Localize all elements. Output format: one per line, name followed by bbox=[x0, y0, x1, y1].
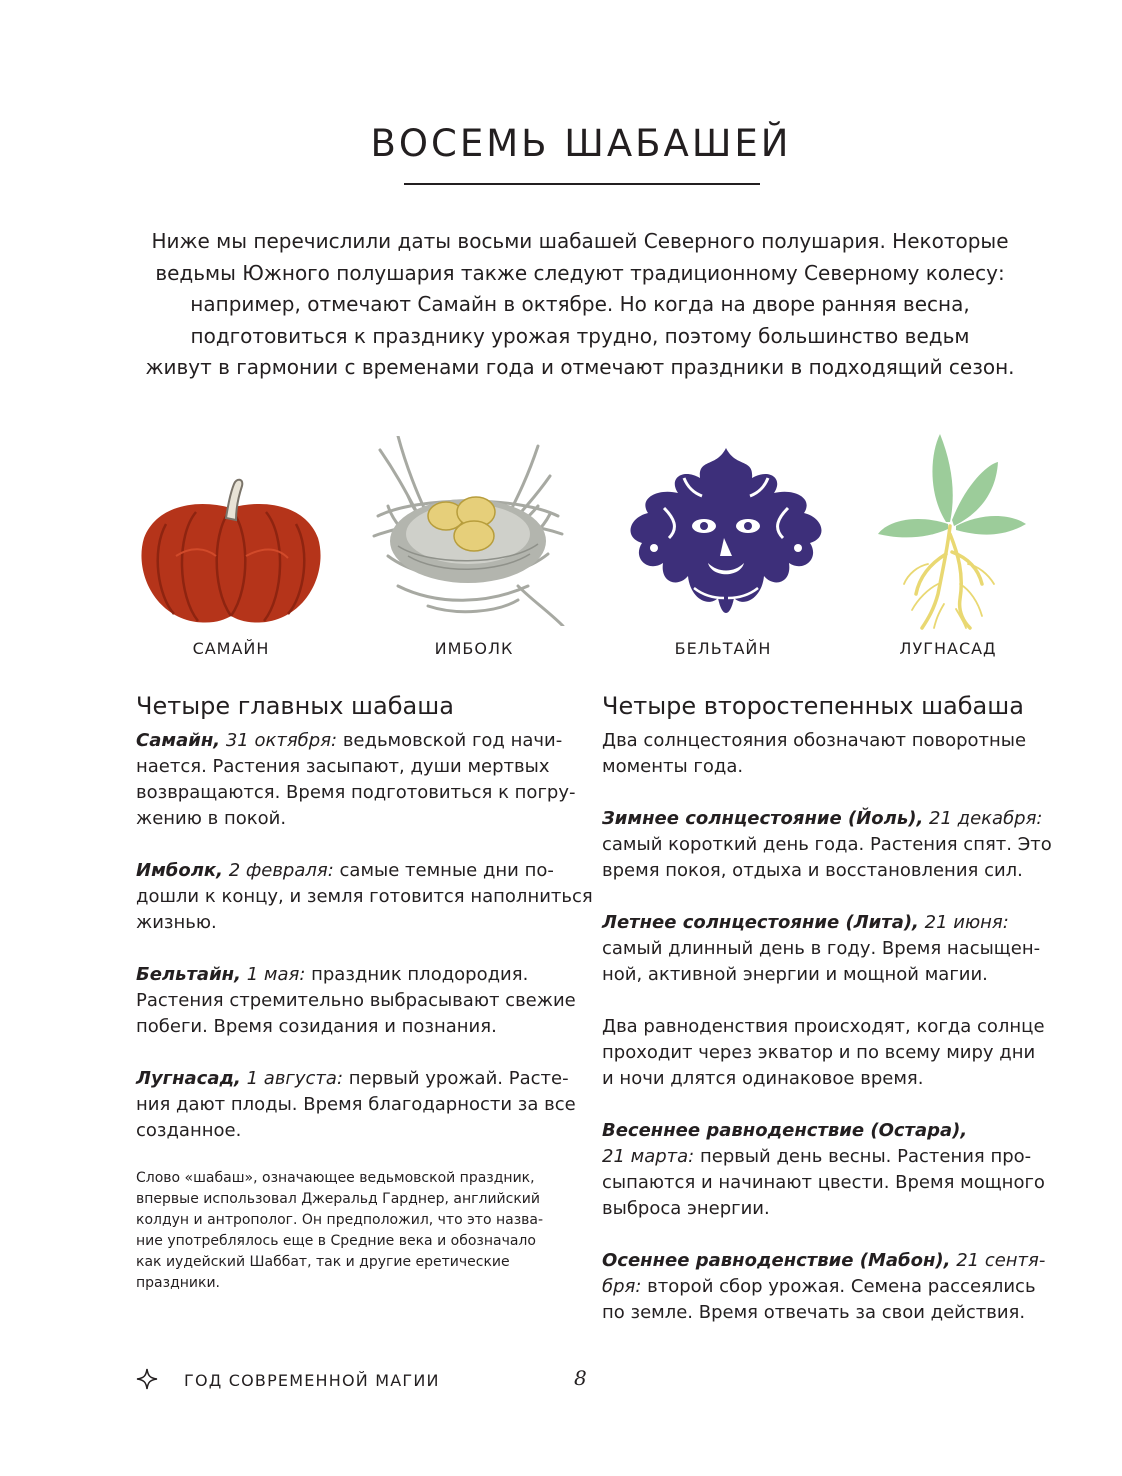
equinox-intro: Два равноденствия происходят, когда солнце проходит через экватор и по всему миру дни и ночи длятся одинаковое время. bbox=[602, 1016, 1045, 1089]
intro-line: например, отмечают Самайн в октябре. Но когда на дворе ранняя весна, bbox=[190, 292, 970, 316]
major-sabbats-column bbox=[136, 690, 593, 1320]
sabbat-entry-beltane: Бельтайн, 1 мая: праздник плодородия. Растения стремительно выбрасывают свежие побеги. Время созидания и познания. bbox=[136, 964, 576, 1037]
sabbat-entry-yule: Зимнее солнцестояние (Йоль), 21 декабря: самый короткий день года. Растения спят. Это время покоя, отдыха и восстановления сил. bbox=[602, 808, 1052, 881]
book-title: ГОД СОВРЕМЕННОЙ МАГИИ bbox=[184, 1371, 440, 1390]
sabbat-word-note: Слово «шабаш», означающее ведьмовской праздник, впервые использовал Джеральд Гарднер, английский колдун и антрополог. Он предположил, что это назва- ние употреблялось еще в Средние века и обозначало как иудейский Шаббат, так и другие еретические праздники. bbox=[136, 1170, 544, 1291]
title-underline bbox=[404, 183, 760, 185]
sabbat-entry-lughnasadh: Лугнасад, 1 августа: первый урожай. Расте- ния дают плоды. Время благодарности за все созданное. bbox=[136, 1068, 576, 1141]
illustration-label-samhain: САМАЙН bbox=[192, 639, 270, 658]
major-sabbats-heading: Четыре главных шабаша bbox=[136, 692, 454, 720]
sabbat-entry-mabon: Осеннее равноденствие (Мабон), 21 сентя- бря: второй сбор урожая. Семена рассеялись по земле. Время отвечать за свои действия. bbox=[602, 1250, 1046, 1323]
four-point-star-icon bbox=[136, 1368, 158, 1390]
sabbat-entry-samhain: Самайн, 31 октября: ведьмовской год начи- нается. Растения засыпают, души мертвых возвращаются. Время подготовиться к погру- жению в покой. bbox=[136, 730, 576, 829]
page-number: 8 bbox=[574, 1366, 587, 1390]
illustration-label-imbolc: ИМБОЛК bbox=[434, 639, 514, 658]
minor-sabbats-heading: Четыре второстепенных шабаша bbox=[602, 692, 1024, 720]
intro-line: живут в гармонии с временами года и отмечают праздники в подходящий сезон. bbox=[145, 355, 1015, 379]
sabbat-entry-litha: Летнее солнцестояние (Лита), 21 июня: самый длинный день в году. Время насыщен- ной, активной энергии и мощной магии. bbox=[602, 912, 1041, 985]
intro-line: Ниже мы перечислили даты восьми шабашей Северного полушария. Некоторые bbox=[151, 229, 1009, 253]
pumpkin-icon bbox=[136, 476, 326, 626]
nest-icon bbox=[368, 436, 568, 626]
illustration-label-beltane: БЕЛЬТАЙН bbox=[674, 639, 772, 658]
intro-line: подготовиться к празднику урожая трудно, поэтому большинство ведьм bbox=[190, 323, 970, 348]
sprout-icon bbox=[878, 434, 1028, 630]
intro-line: ведьмы Южного полушария также следуют традиционному Северному колесу: bbox=[155, 260, 1005, 285]
intro-paragraph bbox=[130, 226, 1030, 384]
illustration-label-lughnasadh: ЛУГНАСАД bbox=[899, 639, 997, 658]
page-title: ВОСЕМЬ ШАБАШЕЙ bbox=[370, 122, 792, 165]
solstice-intro: Два солнцестояния обозначают поворотные моменты года. bbox=[602, 730, 1027, 777]
minor-sabbats-column bbox=[602, 690, 1052, 1352]
sabbat-entry-ostara: Весеннее равноденствие (Остара), 21 марта: первый день весны. Растения про- сыпаются и начинают цвести. Время мощного выброса энергии. bbox=[602, 1120, 1045, 1219]
green-man-icon bbox=[624, 448, 828, 628]
sabbat-entry-imbolc: Имболк, 2 февраля: самые темные дни по- дошли к концу, и земля готовится наполниться жизнью. bbox=[136, 860, 593, 933]
